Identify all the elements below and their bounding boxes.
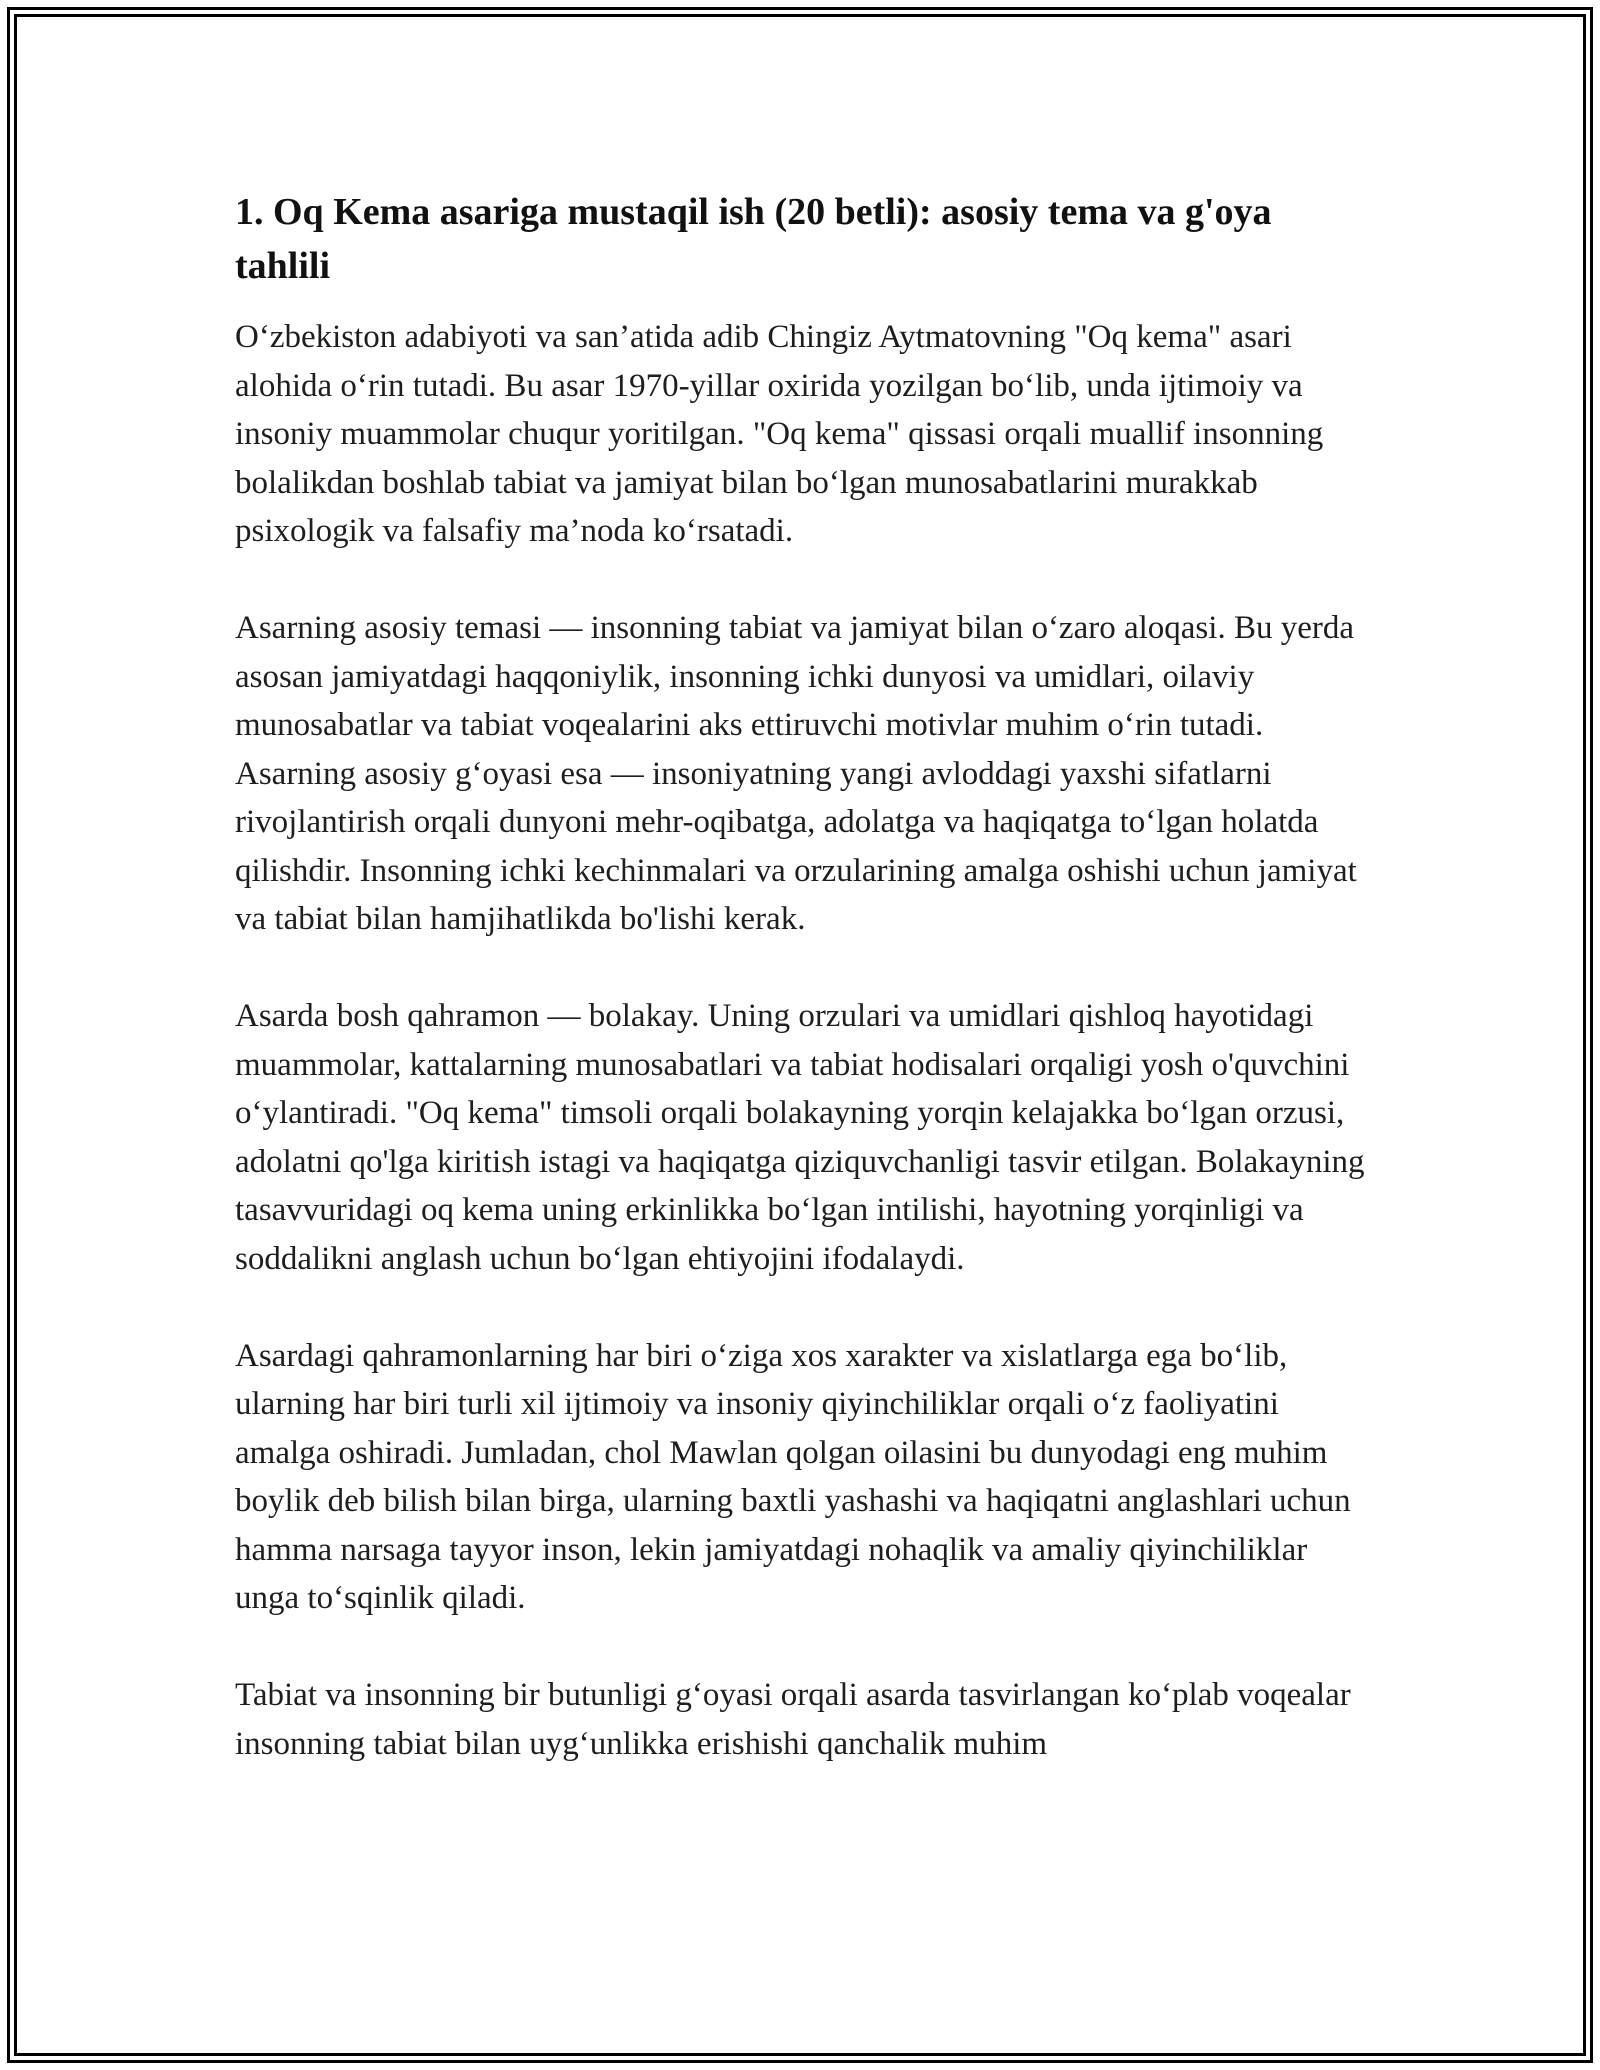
paragraph-1: O‘zbekiston adabiyoti va san’atida adib Chingiz Aytmatovning "Oq kema" asari alohida o‘rin tutadi. Bu asar 1970-yillar oxirida yozilgan bo‘lib, unda ijtimoiy va insoniy muammolar chuqur yoritilgan. "Oq kema" qissasi orqali muallif insonning bolalikdan boshlab tabiat va jamiyat bilan bo‘lgan munosabatlarini murakkab psixologik va falsafiy ma’noda ko‘rsatadi.	[235, 319, 1324, 549]
document-page	[235, 185, 1370, 1817]
paragraph-4: Asardagi qahramonlarning har biri o‘ziga xos xarakter va xislatlarga ega bo‘lib, ularning har biri turli xil ijtimoiy va insoniy qiyinchiliklar orqali o‘z faoliyatini amalga oshiradi. Jumladan, chol Mawlan qolgan oilasini bu dunyodagi eng muhim boylik deb bilish bilan birga, ularning baxtli yashashi va haqiqatni anglashlari uchun hamma narsaga tayyor inson, lekin jamiyatdagi nohaqlik va amaliy qiyinchiliklar unga to‘sqinlik qiladi.	[235, 1337, 1351, 1616]
paragraph-2: Asarning asosiy temasi — insonning tabiat va jamiyat bilan o‘zaro aloqasi. Bu yerda asosan jamiyatdagi haqqoniylik, insonning ichki dunyosi va umidlari, oilaviy munosabatlar va tabiat voqealarini aks ettiruvchi motivlar muhim o‘rin tutadi. Asarning asosiy g‘oyasi esa — insoniyatning yangi avloddagi yaxshi sifatlarni rivojlantirish orqali dunyoni mehr-oqibatga, adolatga va haqiqatga to‘lgan holatda qilishdir. Insonning ichki kechinmalari va orzularining amalga oshishi uchun jamiyat va tabiat bilan hamjihatlikda bo'lishi kerak.	[235, 610, 1357, 937]
paragraph-5: Tabiat va insonning bir butunligi g‘oyasi orqali asarda tasvirlangan ko‘plab voqealar insonning tabiat bilan uyg‘unlikka erishishi qanchalik muhim	[235, 1677, 1351, 1762]
document-title: 1. Oq Kema asariga mustaqil ish (20 betli): asosiy tema va g'oya tahlili	[235, 191, 1272, 287]
paragraph-3: Asarda bosh qahramon — bolakay. Uning orzulari va umidlari qishloq hayotidagi muammolar, kattalarning munosabatlari va tabiat hodisalari orqaligi yosh o'quvchini o‘ylantiradi. "Oq kema" timsoli orqali bolakayning yorqin kelajakka bo‘lgan orzusi, adolatni qo'lga kiritish istagi va haqiqatga qiziquvchanligi tasvir etilgan. Bolakayning tasavvuridagi oq kema uning erkinlikka bo‘lgan intilishi, hayotning yorqinligi va soddalikni anglash uchun bo‘lgan ehtiyojini ifodalaydi.	[235, 998, 1365, 1277]
